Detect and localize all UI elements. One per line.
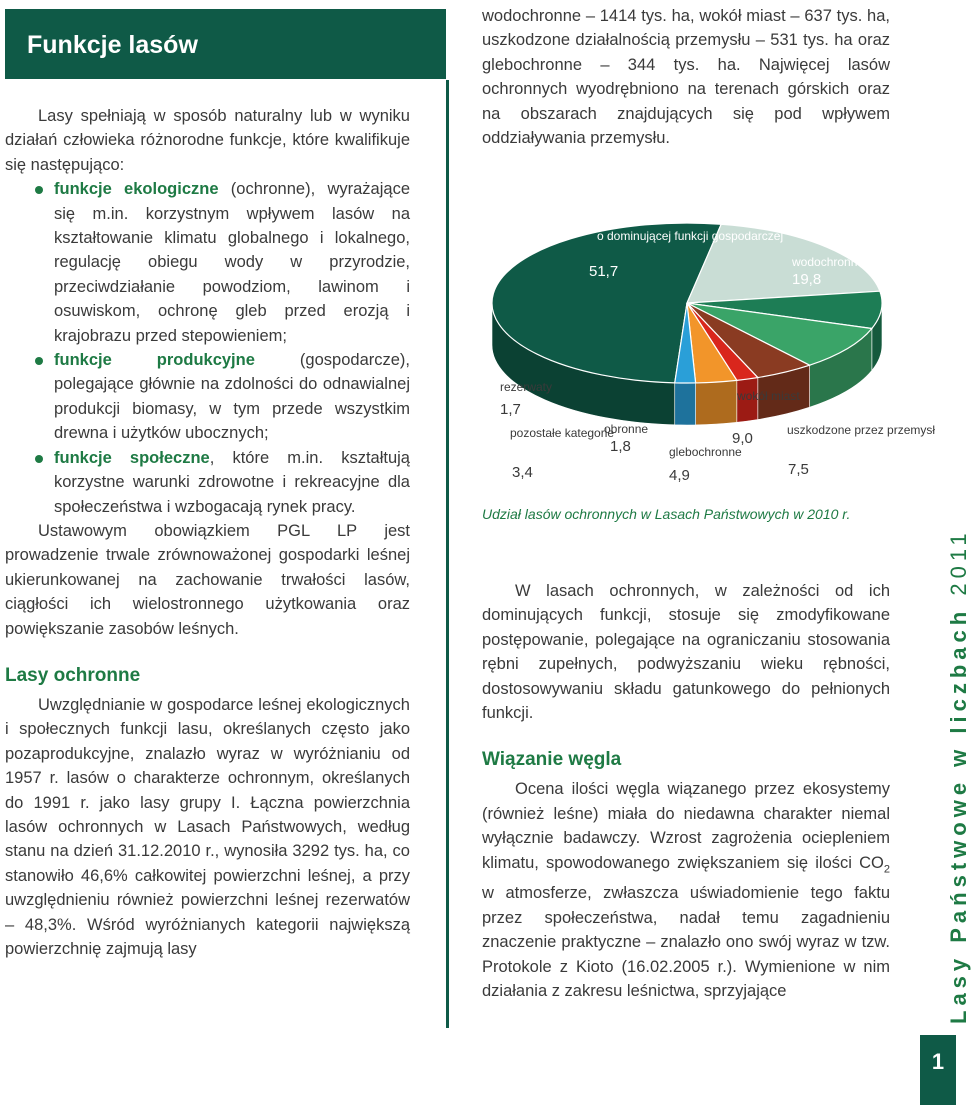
protective-continuation: wodochronne – 1414 tys. ha, wokół miast – 637 tys. ha, uszkodzone działalnością przemysłu – 531 tys. ha oraz glebochronne – 344 tys. ha. Najwięcej lasów ochronnych wyodrębniono na terenach górskich oraz na obszarach znajdujących się pod wpływem oddziaływania przemysłu. — [482, 7, 890, 148]
right-column-top — [482, 4, 890, 150]
value-industry: 7,5 — [788, 461, 809, 478]
pie-chart — [482, 218, 936, 488]
side-label-text: Lasy Państwowe w liczbach — [946, 606, 971, 1024]
label-city: wokół miast — [737, 389, 800, 403]
bullet-text: (ochronne), wyrażające się m.in. korzystnym wpływem lasów na kształtowanie klimatu globalnego i lokalnego, regulację obiegu wody w przyrodzie, przeciwdziałanie powodziom, lawinom i osuwiskom, ochronę gleb przed erozją i krajobrazu przed stepowieniem; — [54, 180, 410, 345]
label-water: wodochronne — [792, 255, 865, 269]
page-title: Funkcje lasów — [27, 31, 198, 59]
bullet-text: , które m.in. kształtują korzystne warunki zdrowotne i rekreacyjne dla społeczeństwa i wzbogacają rynek pracy. — [54, 448, 410, 516]
label-reserves: rezerwaty — [500, 380, 553, 394]
bullet-text: (gospodarcze), polegające głównie na zdolności do odnawialnej produkcji biomasy, w tym przede wszystkim drewna i użytków ubocznych; — [54, 351, 410, 443]
carbon-text-a: Ocena ilości węgla wiązanego przez ekosystemy (również leśne) miała do niedawna charakter niemal wyłącznie badawczy. Wzrost zagrożenia ociepleniem klimatu, spowodowanego zwiększaniem się ilości CO — [482, 780, 890, 872]
bullet-icon — [35, 357, 43, 365]
value-other: 3,4 — [512, 464, 533, 481]
left-column — [5, 104, 410, 961]
value-economic: 51,7 — [589, 263, 619, 280]
label-other: pozostałe kategorie — [510, 426, 615, 440]
label-industry: uszkodzone przez przemysł — [787, 423, 936, 437]
function-list — [5, 177, 410, 519]
value-water: 19,8 — [792, 271, 822, 288]
bullet-term: funkcje ekologiczne — [54, 180, 219, 199]
protective-paragraph: Uwzględnianie w gospodarce leśnej ekologicznych i społecznych funkcji lasu, określanych często jako pozaprodukcyjne, znalazło wyraz w wyróżnianiu od 1957 r. lasów o charakterze ochronnym, określanych do 1991 r. jako lasy grupy I. Łączna powierzchnia lasów ochronnych w Lasach Państwowych, według stanu na dzień 31.12.2010 r., wynosiła 3292 tys. ha, co stanowiło 46,6% całkowitej powierzchni leśnej, a przy uwzględnieniu również powierzchni leśnej rezerwatów – 48,3%. Wśród wyróżnianych kategorii największą powierzchnię zajmują lasy — [5, 695, 410, 958]
carbon-paragraph — [482, 777, 890, 1003]
label-soil: glebochronne — [669, 445, 742, 459]
value-city: 9,0 — [732, 430, 753, 447]
pie-chart-svg — [482, 218, 936, 488]
list-item — [5, 177, 410, 348]
bullet-icon — [35, 455, 43, 463]
column-divider — [446, 80, 449, 1028]
value-soil: 4,9 — [669, 467, 690, 484]
bullet-icon — [35, 186, 43, 194]
protective-methods-paragraph: W lasach ochronnych, w zależności od ich dominujących funkcji, stosuje się zmodyfikowane postępowanie, polegające na ograniczaniu stosowania rębni zupełnych, podwyższaniu wieku rębności, dostosowywaniu składu gatunkowego do pełnionych funkcji. — [482, 582, 890, 723]
carbon-text-b: w atmosferze, zwłaszcza uświadomienie tego faktu przez społeczeństwa, nadał temu zagadnieniu znaczenie praktyczne – znalazło ono swój wyraz w tzw. Protokole z Kioto (16.02.2005 r.). Wymienione w nim działania z zakresu leśnictwa, sprzyjające — [482, 884, 890, 1000]
list-item — [5, 446, 410, 519]
pie-side-pozosta-e-kategorie — [696, 380, 737, 425]
side-publication-label — [946, 528, 972, 1024]
section-heading-carbon: Wiązanie węgla — [482, 749, 622, 771]
section-heading-protective: Lasy ochronne — [5, 664, 141, 686]
intro-paragraph: Lasy spełniają w sposób naturalny lub w wyniku działań człowieka różnorodne funkcje, które kwalifikuje się następująco: — [5, 107, 410, 174]
bullet-term: funkcje społeczne — [54, 448, 210, 467]
title-bar — [5, 9, 446, 79]
page-number: 1 — [931, 1049, 945, 1074]
co2-subscript: 2 — [883, 862, 890, 875]
chart-caption: Udział lasów ochronnych w Lasach Państwowych w 2010 r. — [482, 506, 851, 522]
right-column-bottom — [482, 579, 890, 1003]
value-reserves: 1,7 — [500, 401, 521, 418]
pie-slices — [492, 223, 882, 383]
label-defensive: obronne — [604, 422, 649, 436]
statutory-paragraph: Ustawowym obowiązkiem PGL LP jest prowadzenie trwale zrównoważonej gospodarki leśnej ukierunkowanej na zachowanie trwałości lasów, ciągłości ich wielostronnego użytkowania oraz powiększanie zasobów leśnych. — [5, 521, 410, 638]
pie-side-rezerwaty — [675, 383, 696, 425]
page-number-box — [920, 1035, 956, 1105]
label-economic-1: o dominującej funkcji gospodarczej — [597, 229, 784, 243]
side-label-year: 2011 — [946, 528, 971, 596]
list-item — [5, 348, 410, 446]
value-defensive: 1,8 — [610, 438, 631, 455]
bullet-term: funkcje produkcyjne — [54, 351, 255, 370]
